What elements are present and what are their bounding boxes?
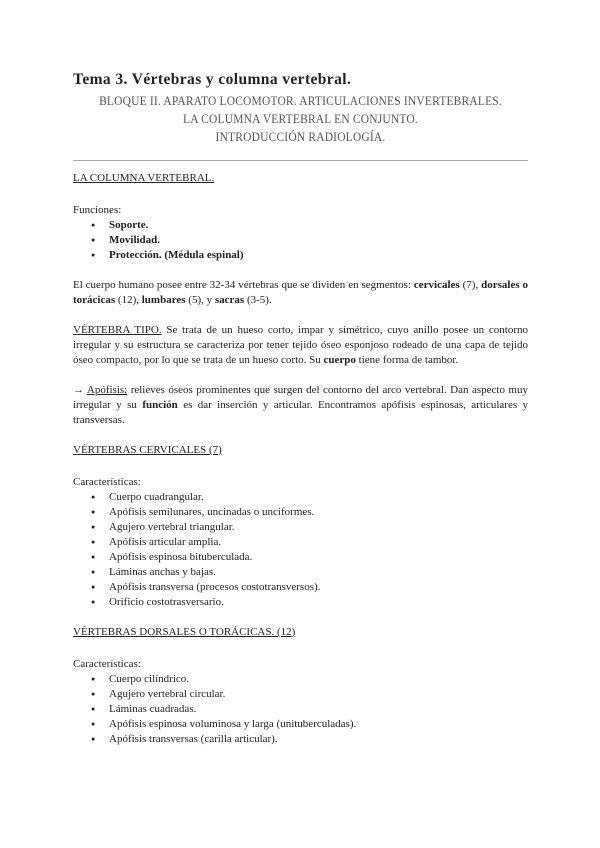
cervicales-list xyxy=(73,490,528,610)
subtitle-line-2: INTRODUCCIÓN RADIOLOGÍA. xyxy=(215,130,386,144)
document-page xyxy=(73,70,528,747)
term-funcion: función xyxy=(142,399,178,411)
divider xyxy=(73,160,528,161)
arrow-icon: → xyxy=(73,384,87,396)
term-cuerpo: cuerpo xyxy=(323,354,356,366)
apofisis-text: es dar inserción y articular. Encontramos apófisis espinosas, articulares y transversas. xyxy=(73,399,528,426)
intro-text: (3-5). xyxy=(244,294,272,306)
term-cervicales: cervicales xyxy=(413,279,460,291)
list-item: ● Apófisis articular amplia. xyxy=(109,535,528,550)
list-item: ● Agujero vertebral circular. xyxy=(109,687,528,702)
list-item: ● Láminas anchas y bajas. xyxy=(109,565,528,580)
section-heading-dorsales: VÉRTEBRAS DORSALES O TORÁCICAS. (12) xyxy=(73,626,296,638)
caracteristicas-label: Características: xyxy=(73,476,141,488)
list-item: ● Apófisis espinosa bituberculada. xyxy=(109,550,528,565)
list-item: ● Apófisis semilunares, uncinadas o unciformes. xyxy=(109,505,528,520)
vertebra-tipo-paragraph xyxy=(73,323,528,368)
caracteristicas-label: Características: xyxy=(73,658,141,670)
funciones-label: Funciones: xyxy=(73,204,122,216)
page-title: Tema 3. Vértebras y columna vertebral. xyxy=(73,71,352,88)
list-item: ● Láminas cuadradas. xyxy=(109,702,528,717)
intro-paragraph xyxy=(73,278,528,308)
subtitle-line-1: BLOQUE II. APARATO LOCOMOTOR. ARTICULACIONES INVERTEBRALES. LA COLUMNA VERTEBRAL EN CONJUNTO. xyxy=(99,94,502,126)
intro-text: (5), y xyxy=(185,294,215,306)
list-item: ● Cuerpo cuadrangular. xyxy=(109,490,528,505)
tipo-text: Se trata de un hueso corto, impar y simétrico, cuyo anillo posee un contorno irregular y su estructura se caracteriza por tener tejido óseo esponjoso rodeado de una capa de tejido óseo compacto, por lo que se trata de un hueso corto. Su xyxy=(73,324,528,366)
tipo-text: tiene forma de tambor. xyxy=(355,354,459,366)
list-item: ● Apófisis espinosa voluminosa y larga (unituberculadas). xyxy=(109,717,528,732)
section-heading-cervicales: VÉRTEBRAS CERVICALES (7) xyxy=(73,444,222,456)
intro-text: (7), xyxy=(459,279,482,291)
list-item: ● Apófisis transversa (procesos costotransversos). xyxy=(109,580,528,595)
intro-text: (12), xyxy=(115,294,142,306)
list-item: ● Soporte. xyxy=(109,218,528,233)
list-item: ● Protección. (Médula espinal) xyxy=(109,248,528,263)
section-heading-columna: LA COLUMNA VERTEBRAL. xyxy=(73,172,215,184)
term-dorsales: dorsales o torácicas xyxy=(73,279,529,306)
apofisis-label: Apófisis: xyxy=(86,384,128,396)
intro-text: El cuerpo humano posee entre 32-34 vértebras que se dividen en segmentos: xyxy=(73,279,414,291)
term-lumbares: lumbares xyxy=(141,294,186,306)
section-heading-tipo: VÉRTEBRA TIPO. xyxy=(73,324,162,336)
list-item: ● Agujero vertebral triangular. xyxy=(109,520,528,535)
list-item: ● Apófisis transversas (carilla articular). xyxy=(109,732,528,747)
apofisis-paragraph xyxy=(73,383,528,428)
dorsales-list xyxy=(73,672,528,747)
list-item: ● Cuerpo cilíndrico. xyxy=(109,672,528,687)
page-subtitle xyxy=(91,92,510,146)
term-sacras: sacras xyxy=(214,294,245,306)
funciones-list xyxy=(73,218,528,263)
apofisis-text: relieves óseos prominentes que surgen del contorno del arco vertebral. Dan aspecto muy irregular y su xyxy=(73,384,528,411)
list-item: ● Movilidad. xyxy=(109,233,528,248)
list-item: ● Orificio costotrasversario. xyxy=(109,595,528,610)
